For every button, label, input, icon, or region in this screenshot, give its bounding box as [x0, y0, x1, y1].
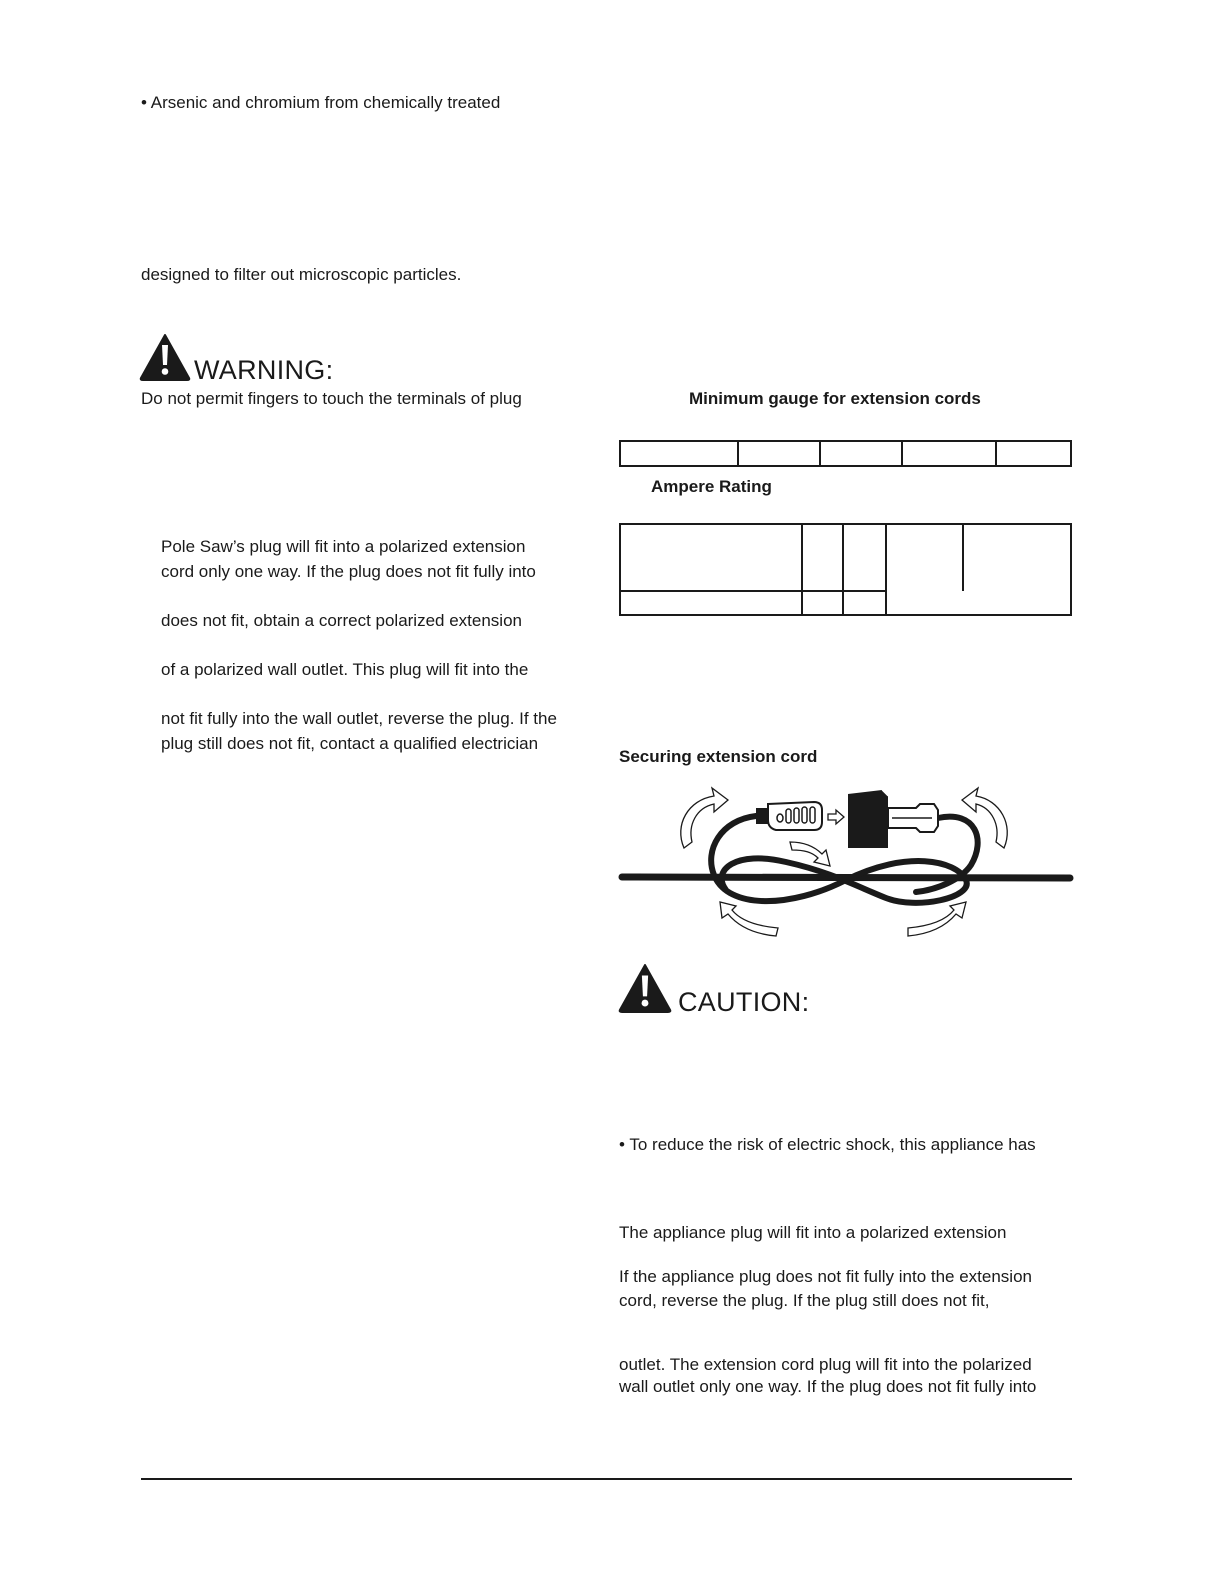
figure-title: Securing extension cord: [619, 747, 818, 766]
warning-line: Do not permit fingers to touch the terminals of plug: [141, 389, 522, 408]
extension-cord-knot-figure: [616, 780, 1076, 940]
polarized-line-1: Pole Saw’s plug will fit into a polarized extension: [161, 537, 526, 556]
polarized-line-3: does not fit, obtain a correct polarized extension: [161, 611, 522, 630]
caution-line-5: outlet. The extension cord plug will fit into the polarized: [619, 1355, 1032, 1374]
designed-line: designed to filter out microscopic particles.: [141, 265, 462, 284]
polarized-line-5: not fit fully into the wall outlet, reverse the plug. If the: [161, 709, 557, 728]
warning-triangle-icon: [139, 333, 191, 381]
caution-line-2: The appliance plug will fit into a polarized extension: [619, 1223, 1007, 1242]
bullet-arsenic: • Arsenic and chromium from chemically treated: [141, 93, 501, 112]
polarized-line-4: of a polarized wall outlet. This plug will fit into the: [161, 660, 529, 679]
ampere-rating-label: Ampere Rating: [651, 477, 772, 496]
caution-heading: CAUTION:: [678, 987, 810, 1017]
caution-triangle-icon: [617, 963, 673, 1013]
table-title: Minimum gauge for extension cords: [689, 389, 981, 408]
warning-heading: WARNING:: [194, 355, 334, 385]
caution-line-6: wall outlet only one way. If the plug does not fit fully into: [619, 1377, 1037, 1396]
caution-line-4: cord, reverse the plug. If the plug still does not fit,: [619, 1291, 990, 1310]
footer-rule: [141, 1478, 1072, 1480]
gauge-table-bottom: [619, 523, 1072, 616]
gauge-table-top: [619, 440, 1072, 467]
polarized-line-6: plug still does not fit, contact a qualified electrician: [161, 734, 539, 753]
caution-line-3: If the appliance plug does not fit fully into the extension: [619, 1267, 1032, 1286]
caution-line-1: • To reduce the risk of electric shock, this appliance has: [619, 1135, 1036, 1154]
polarized-line-2: cord only one way. If the plug does not fit fully into: [161, 562, 536, 581]
